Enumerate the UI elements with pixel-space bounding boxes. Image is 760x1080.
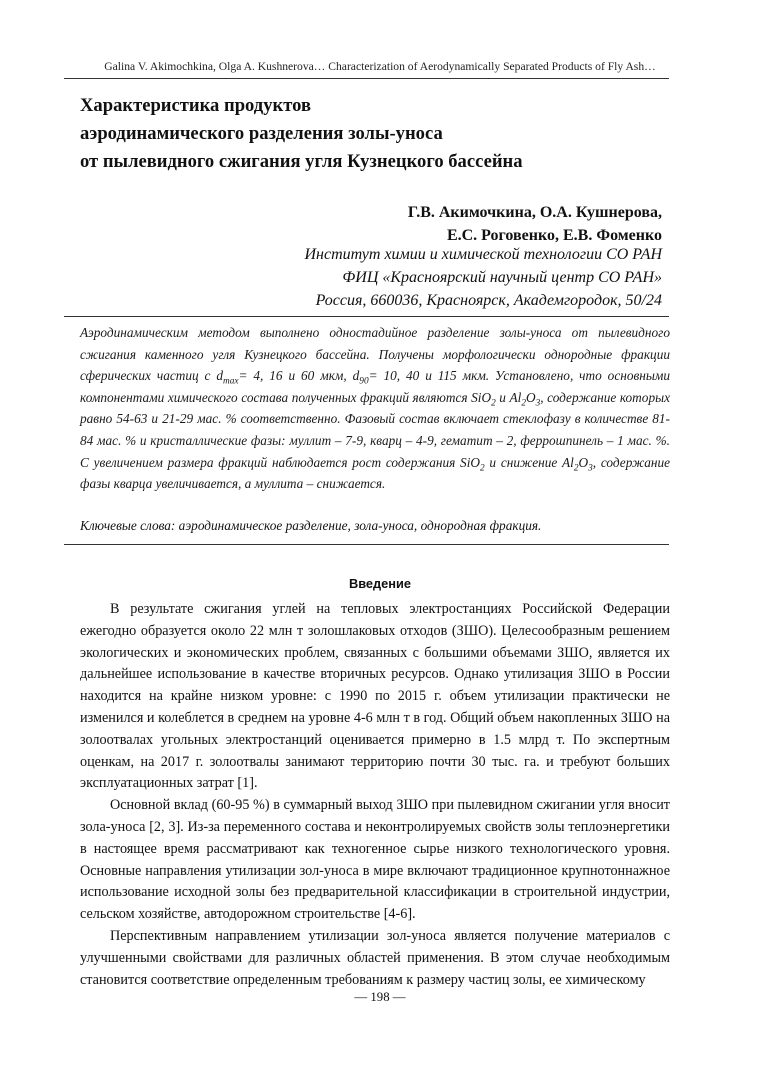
abstract-top-rule [64,316,669,317]
page-number: — 198 — [354,990,406,1004]
title-line: Характеристика продуктов [80,95,311,116]
affiliation [102,243,662,312]
header-rule [64,78,669,79]
section-heading: Введение [348,576,411,591]
paragraph: В результате сжигания углей на тепловых электростанциях Российской Федерации ежегодно образуется около 22 млн т золошлаковых отходов (ЗШО). Целесообразным решением экологических и экономических проблем, связанных с большими объемами ЗШО, является их дальнейшее использование в качестве вторичных ресурсов. Однако утилизация ЗШО в России находится на крайне низком уровне: с 1990 по 2015 г. объем утилизации практически не изменился и колеблется в среднем на уровне 4-6 млн т в год. Общий объем накопленных ЗШО на золоотвалах угольных электростанций оценивается примерно в 1.5 млрд т. По экспертным оценкам, на 2017 г. золоотвалы занимают территорию почти 30 тыс. га. и требуют больших эксплуатационных затрат [1]. [80,601,670,792]
abstract: Аэродинамическим методом выполнено одностадийное разделение золы-уноса от пылевидного сжигания каменного угля Кузнецкого бассейна. Получены морфологически однородные фракции сферических частиц с $d_{max}= 4$, 16 и 60 мкм, $d_{90}= 10$, 40 и 115 мкм. Установлено, что основными компонентами химического состава полученных фракций являются SiO$_2$ и $Al_2O_3$, содержание которых равно 54-63 и 21-29 мас. % соответственно. Фазовый состав включает стеклофазу в количестве 81-84 мас. % и кристаллические фазы: муллит – 7-9, кварц – 4-9, гематит – 2, феррошпинель – 1 мас. %. С увеличением размера фракций наблюдается рост содержания SiO$_2$ и снижение $Al_2O_3$, содержание фазы кварца увеличивается, а муллита – снижается. [80,325,671,492]
title-line: от пылевидного сжигания угля Кузнецкого бассейна [80,151,523,172]
affiliation-line: Россия, 660036, Красноярск, Академгородок, 50/24 [315,292,662,309]
authors-line: Е.С. Роговенко, Е.В. Фоменко [446,227,662,244]
article-title [80,92,680,176]
keywords: Ключевые слова: аэродинамическое разделение, зола-уноса, однородная фракция. [80,518,542,533]
title-line: аэродинамического разделения золы-уноса [80,123,443,144]
authors-line: Г.В. Акимочкина, О.А. Кушнерова, [407,204,662,221]
affiliation-line: Институт химии и химической технологии СО РАН [304,246,662,263]
paragraph: Основной вклад (60-95 %) в суммарный выход ЗШО при пылевидном сжигании угля вносит зола-уноса [2, 3]. Из-за переменного состава и неконтролируемых свойств золы теплоэнергетики в настоящее время рассматривают как техногенное сырье низкого технологического уровня. Основные направления утилизации зол-уноса в мире включают традиционное крупнотоннажное использование исходной золы без предварительной классификации в строительной индустрии, сельском хозяйстве, автодорожном строительстве [4-6]. [80,797,670,923]
affiliation-line: ФИЦ «Красноярский научный центр СО РАН» [342,269,662,286]
abstract-bottom-rule [64,544,669,545]
paragraph: Перспективным направлением утилизации зол-уноса является получение материалов с улучшенными свойствами для различных областей применения. В этом случае необходимым становится соответствие определенным требованиям к размеру частиц золы, ее химическому [80,927,670,988]
running-head: Galina V. Akimochkina, Olga A. Kushnerova… Characterization of Aerodynamically Separated Products of Fly Ash… [104,60,656,73]
body-text [80,599,670,991]
authors [102,201,662,247]
